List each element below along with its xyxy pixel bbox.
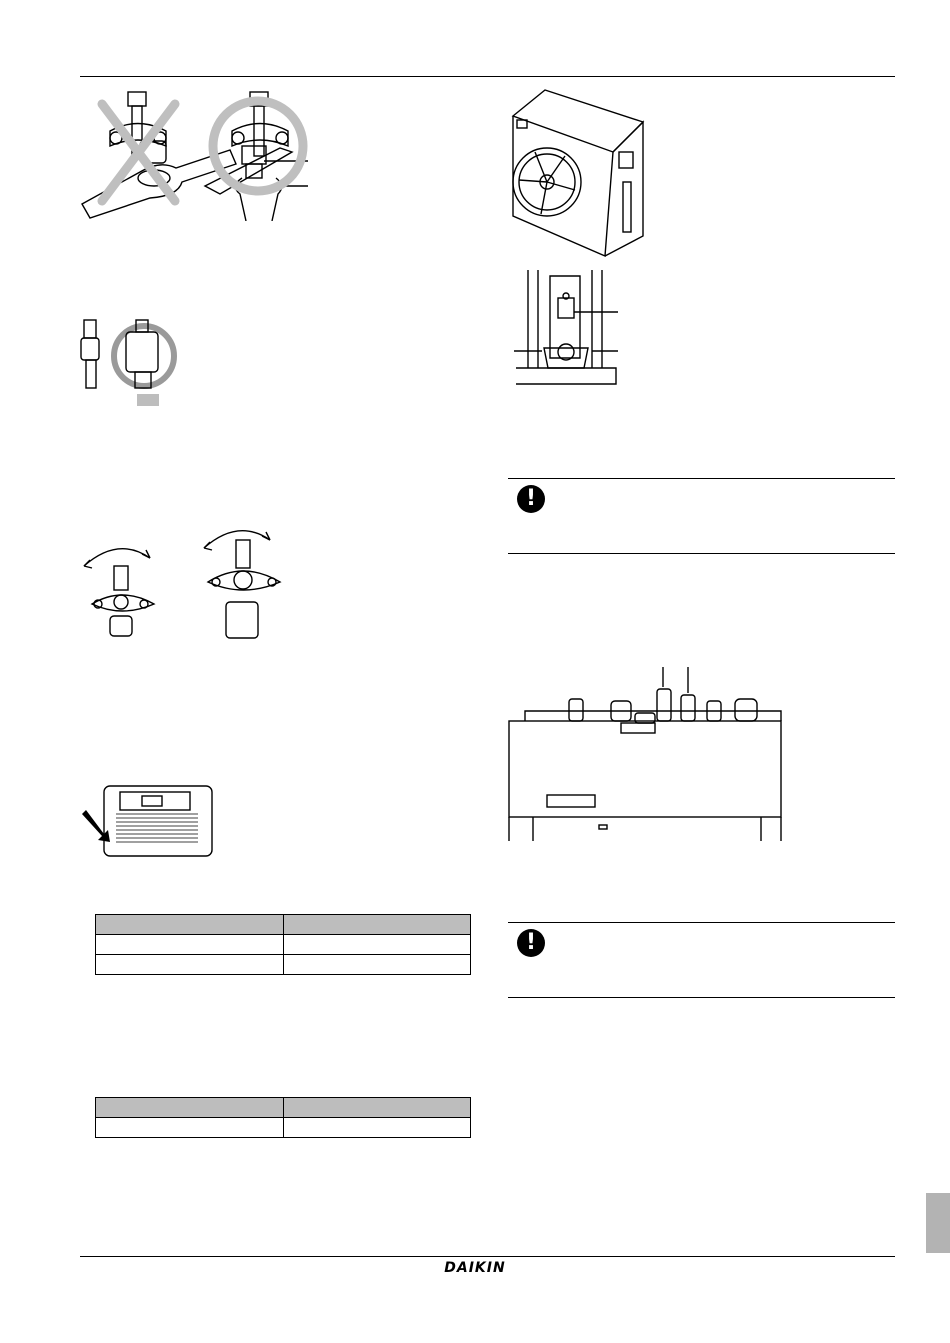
stop-valve-figure	[512, 268, 624, 388]
spanner-usage-figure	[80, 86, 320, 221]
table-header-row	[96, 1098, 471, 1118]
table-header-row	[96, 915, 471, 935]
header-rule	[80, 76, 895, 77]
brand-logo: DAIKIN	[444, 1260, 506, 1276]
section-tab	[926, 1193, 950, 1253]
thread-fitting-figure	[80, 784, 215, 864]
table-row	[96, 935, 471, 955]
table-row	[96, 955, 471, 975]
footer-rule	[80, 1256, 895, 1257]
table-2	[95, 1097, 471, 1138]
exclamation-icon: !	[517, 929, 545, 957]
table-row	[96, 1118, 471, 1138]
unit-connections-figure	[503, 665, 795, 843]
valve-rotation-figure	[78, 518, 308, 643]
flare-nut-figure	[78, 318, 178, 410]
outdoor-unit-figure	[505, 86, 645, 266]
table-1	[95, 914, 471, 975]
notice-box	[508, 478, 895, 554]
exclamation-icon: !	[517, 485, 545, 513]
notice-box	[508, 922, 895, 998]
